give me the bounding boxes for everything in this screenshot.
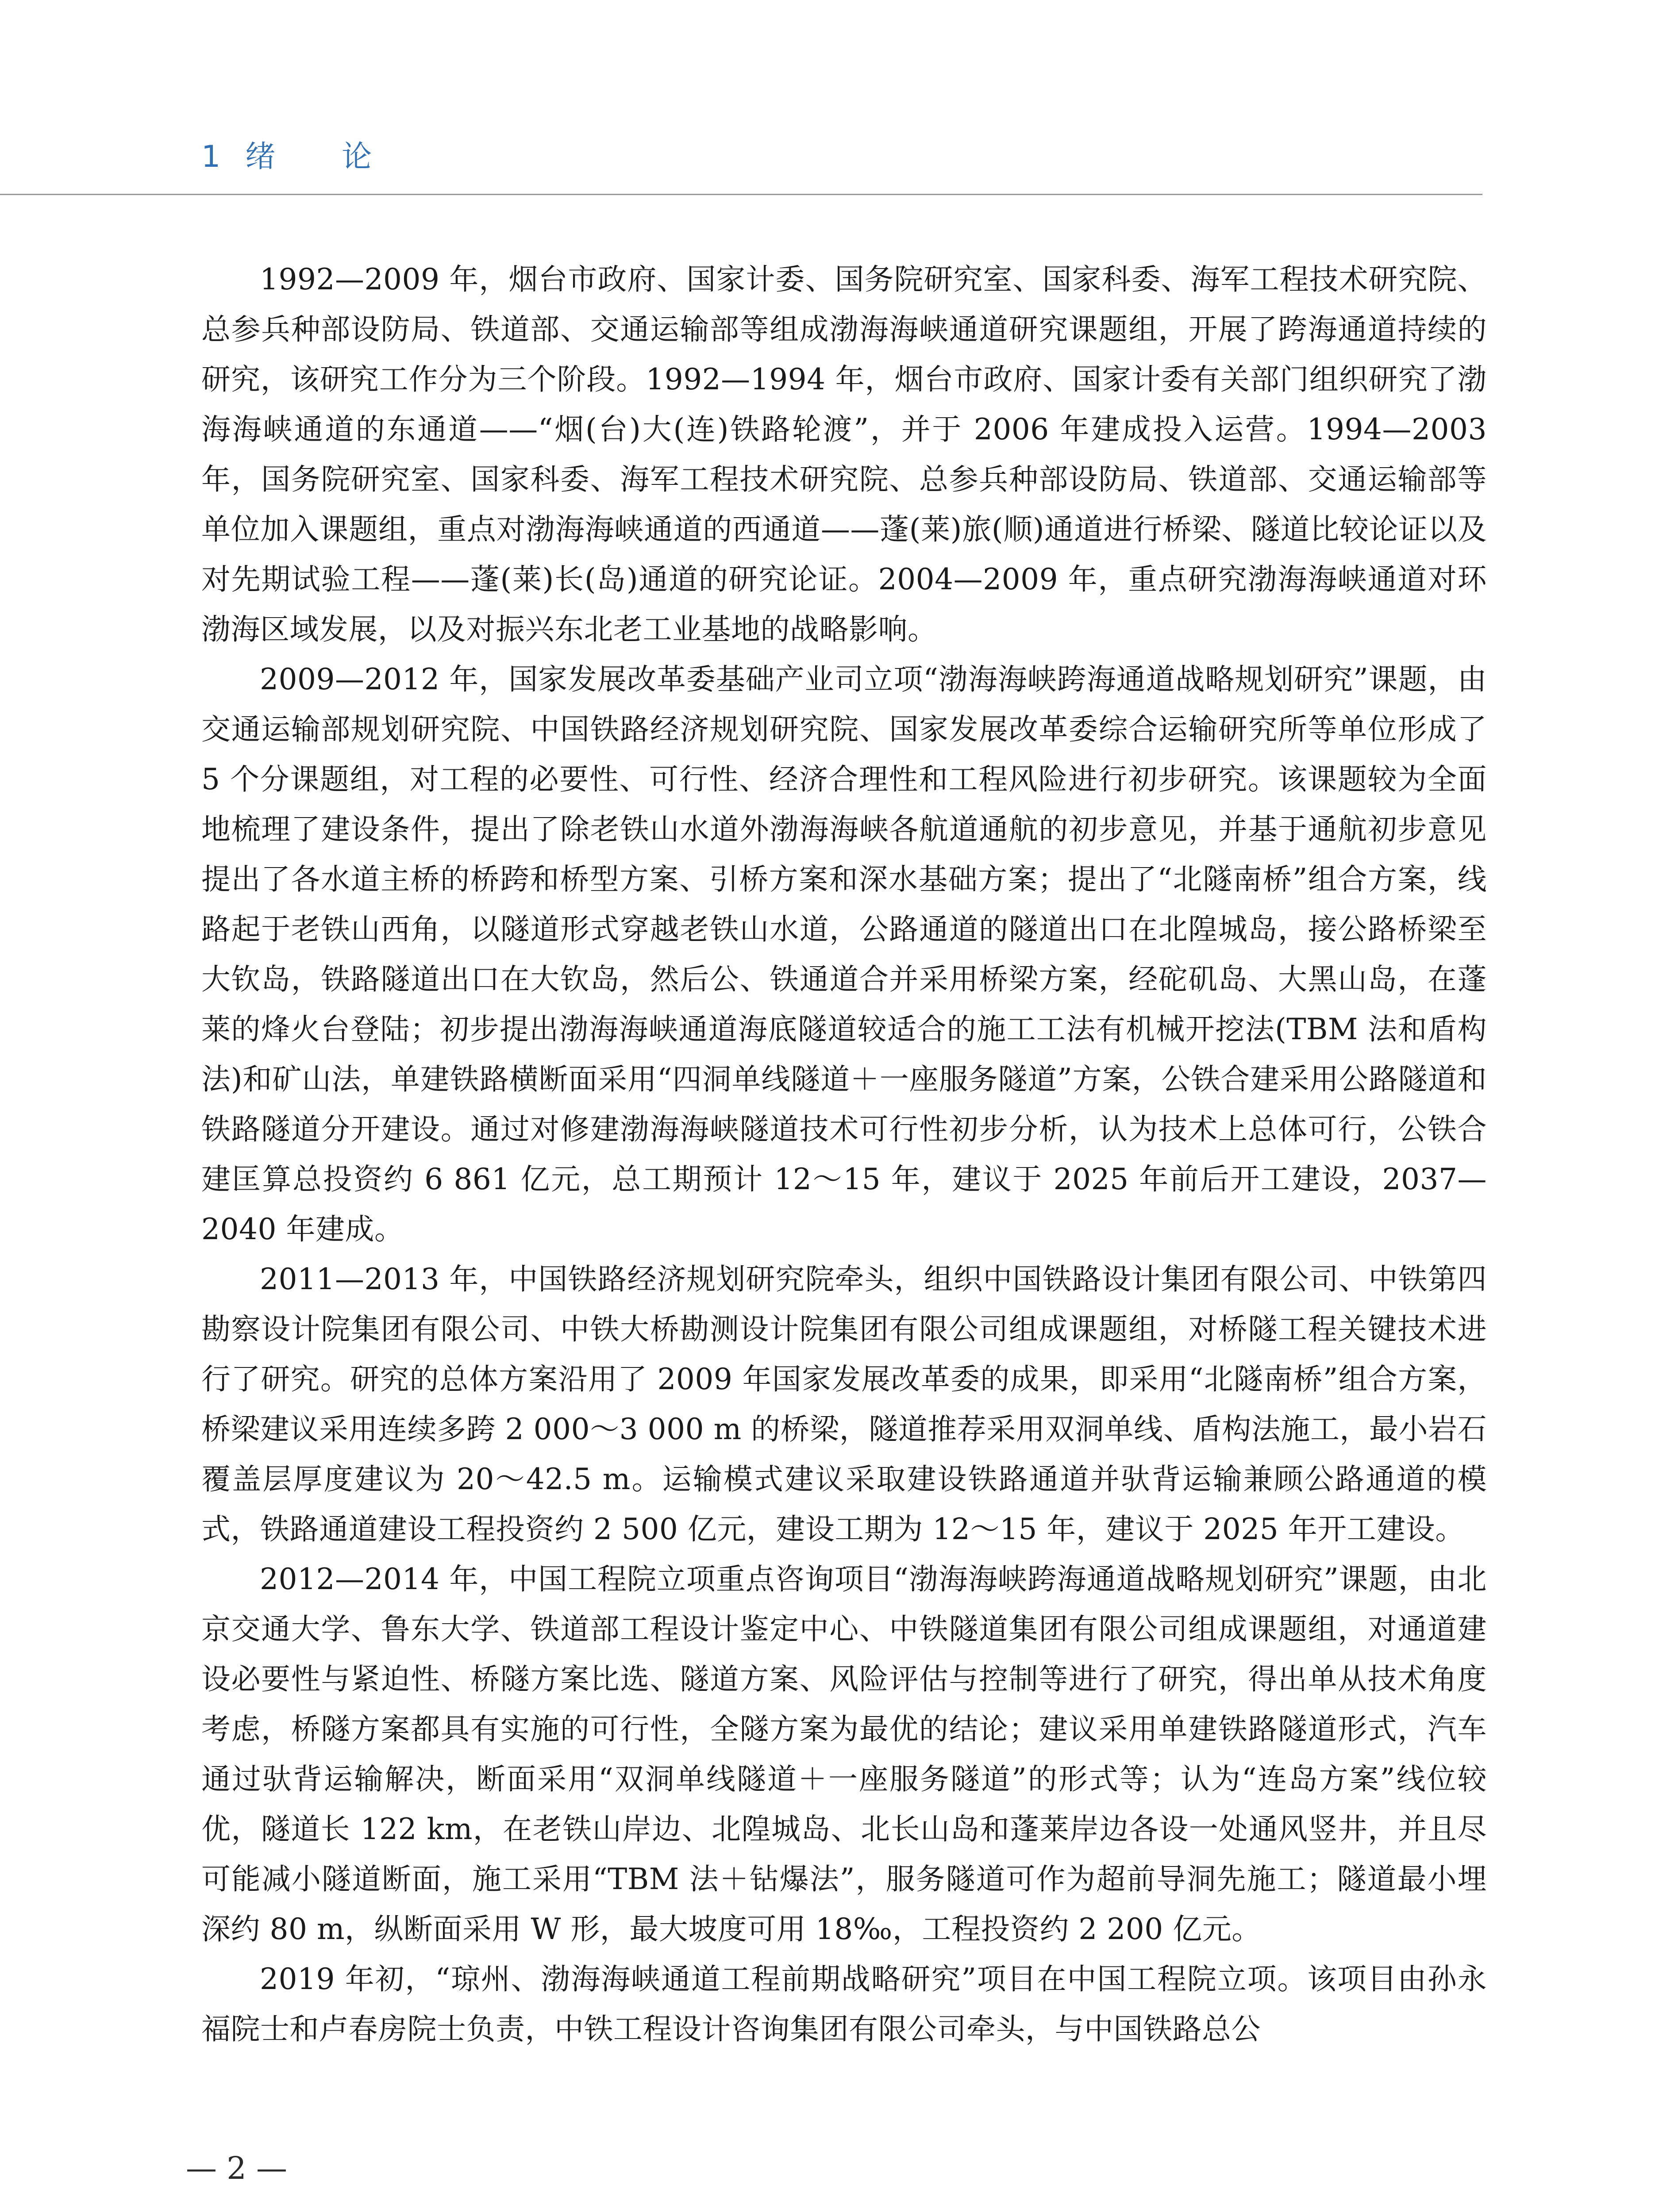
page-number: — 2 — — [186, 2150, 288, 2186]
chapter-number: 1 — [201, 139, 223, 174]
paragraph: 2011—2013 年，中国铁路经济规划研究院牵头，组织中国铁路设计集团有限公司、中铁第四勘察设计院集团有限公司、中铁大桥勘测设计院集团有限公司组成课题组，对桥隧工程关键技术进行了研究。研究的总体方案沿用了 2009 年国家发展改革委的成果，即采用“北隧南桥”组合方案，桥梁建议采用连续多跨 2 000～3 000 m 的桥梁，隧道推荐采用双洞单线、盾构法施工，最小岩石覆盖层厚度建议为 20～42.5 m。运输模式建议采取建设铁路通道并驮背运输兼顾公路通道的模式，铁路通道建设工程投资约 2 500 亿元，建设工期为 12～15 年，建议于 2025 年开工建设。 — [201, 1262, 1487, 1546]
paragraph: 2019 年初，“琼州、渤海海峡通道工程前期战略研究”项目在中国工程院立项。该项目由孙永福院士和卢春房院士负责，中铁工程设计咨询集团有限公司牵头，与中国铁路总公 — [201, 1962, 1487, 2046]
paragraph: 2009—2012 年，国家发展改革委基础产业司立项“渤海海峡跨海通道战略规划研究”课题，由交通运输部规划研究院、中国铁路经济规划研究院、国家发展改革委综合运输研究所等单位形成了 5 个分课题组，对工程的必要性、可行性、经济合理性和工程风险进行初步研究。该课题较为全面地梳理了建设条件，提出了除老铁山水道外渤海海峡各航道通航的初步意见，并基于通航初步意见提出了各水道主桥的桥跨和桥型方案、引桥方案和深水基础方案；提出了“北隧南桥”组合方案，线路起于老铁山西角，以隧道形式穿越老铁山水道，公路通道的隧道出口在北隍城岛，接公路桥梁至大钦岛，铁路隧道出口在大钦岛，然后公、铁通道合并采用桥梁方案，经砣矶岛、大黑山岛，在蓬莱的烽火台登陆；初步提出渤海海峡通道海底隧道较适合的施工工法有机械开挖法(TBM 法和盾构法)和矿山法，单建铁路横断面采用“四洞单线隧道＋一座服务隧道”方案，公铁合建采用公路隧道和铁路隧道分开建设。通过对修建渤海海峡隧道技术可行性初步分析，认为技术上总体可行，公铁合建匡算总投资约 6 861 亿元，总工期预计 12～15 年，建议于 2025 年前后开工建设，2037—2040 年建成。 — [201, 662, 1487, 1246]
paragraph: 1992—2009 年，烟台市政府、国家计委、国务院研究室、国家科委、海军工程技术研究院、总参兵种部设防局、铁道部、交通运输部等组成渤海海峡通道研究课题组，开展了跨海通道持续的研究，该研究工作分为三个阶段。1992—1994 年，烟台市政府、国家计委有关部门组织研究了渤海海峡通道的东通道——“烟(台)大(连)铁路轮渡”，并于 2006 年建成投入运营。1994—2003 年，国务院研究室、国家科委、海军工程技术研究院、总参兵种部设防局、铁道部、交通运输部等单位加入课题组，重点对渤海海峡通道的西通道——蓬(莱)旅(顺)通道进行桥梁、隧道比较论证以及对先期试验工程——蓬(莱)长(岛)通道的研究论证。2004—2009 年，重点研究渤海海峡通道对环渤海区域发展，以及对振兴东北老工业基地的战略影响。 — [201, 262, 1487, 646]
running-head — [201, 133, 438, 176]
header-rule — [0, 194, 1482, 195]
body-text — [201, 254, 1487, 2054]
paragraph: 2012—2014 年，中国工程院立项重点咨询项目“渤海海峡跨海通道战略规划研究”课题，由北京交通大学、鲁东大学、铁道部工程设计鉴定中心、中铁隧道集团有限公司组成课题组，对通道建设必要性与紧迫性、桥隧方案比选、隧道方案、风险评估与控制等进行了研究，得出单从技术角度考虑，桥隧方案都具有实施的可行性，全隧方案为最优的结论；建议采用单建铁路隧道形式，汽车通过驮背运输解决，断面采用“双洞单线隧道＋一座服务隧道”的形式等；认为“连岛方案”线位较优，隧道长 122 km，在老铁山岸边、北隍城岛、北长山岛和蓬莱岸边各设一处通风竖井，并且尽可能减小隧道断面，施工采用“TBM 法＋钻爆法”，服务隧道可作为超前导洞先施工；隧道最小埋深约 80 m，纵断面采用 W 形，最大坡度可用 18‰，工程投资约 2 200 亿元。 — [201, 1562, 1487, 1946]
chapter-title: 绪论 — [245, 139, 439, 174]
